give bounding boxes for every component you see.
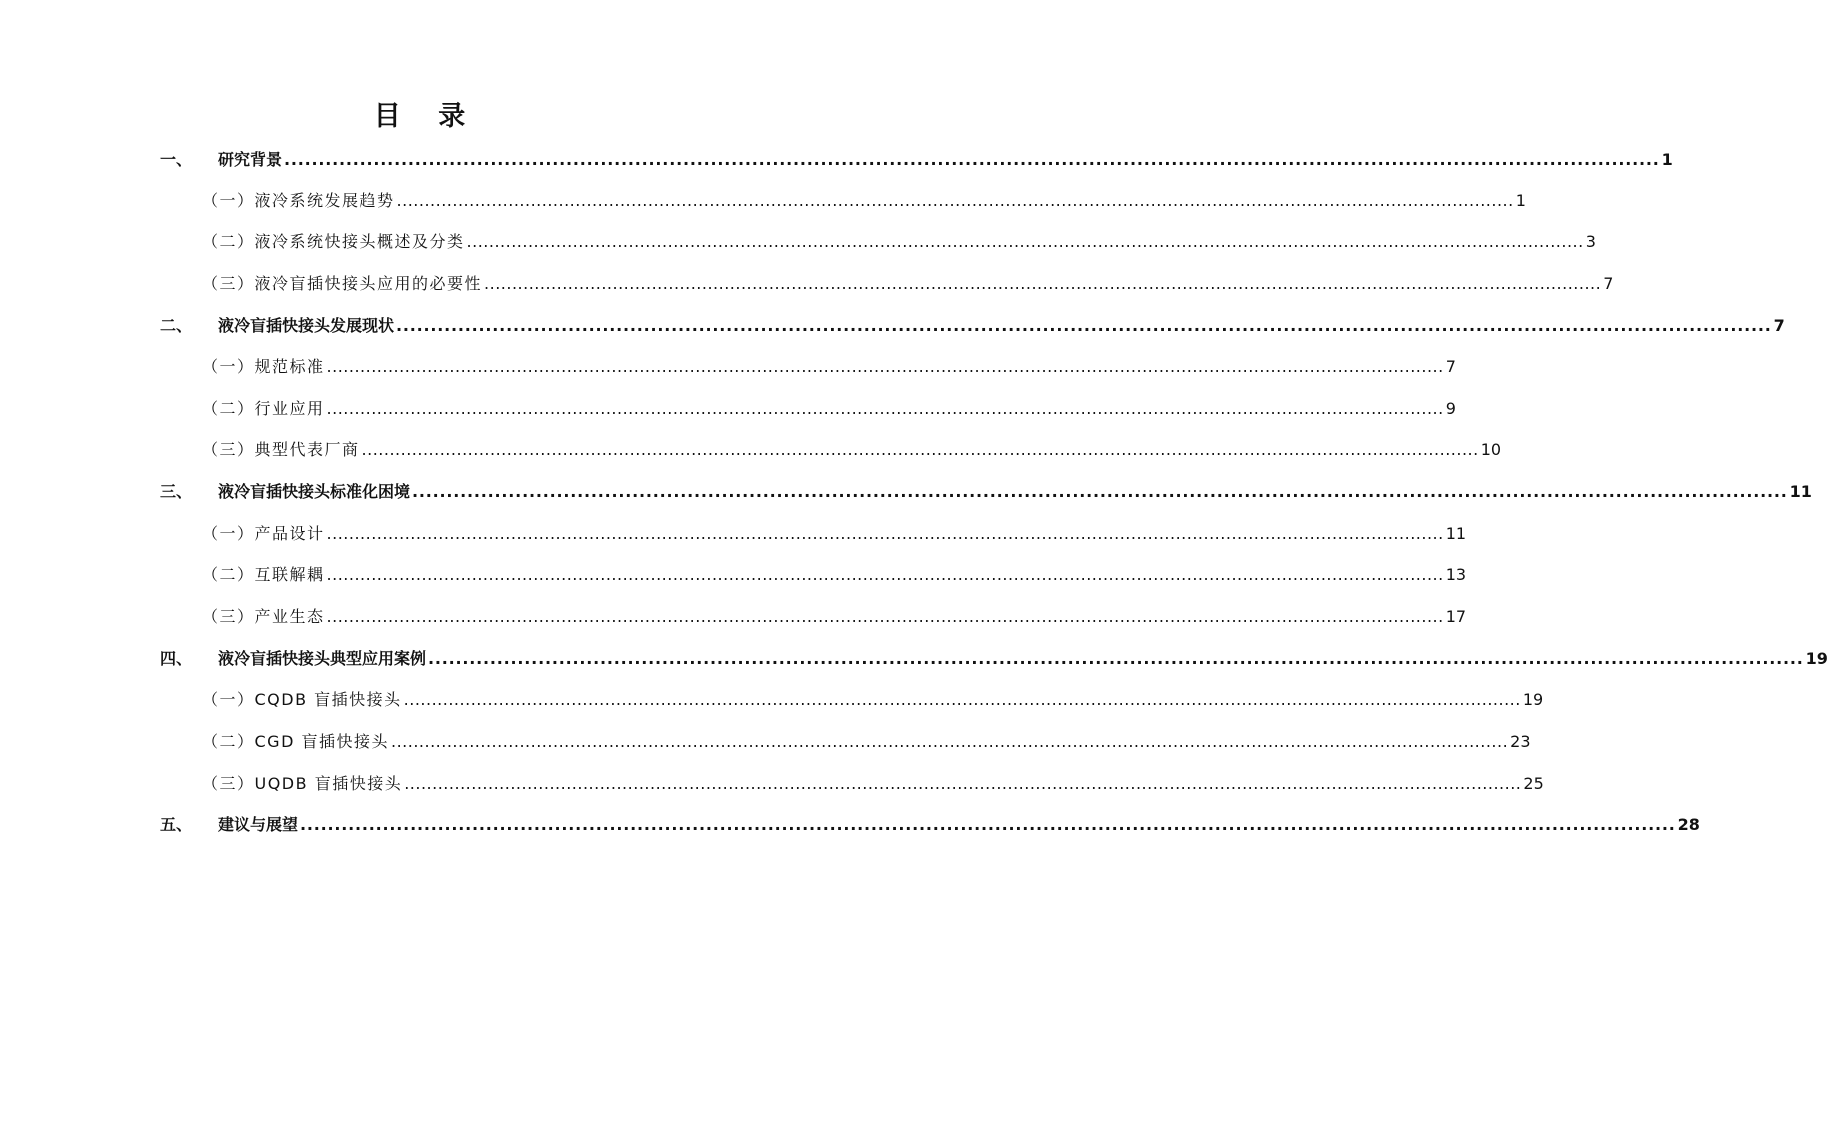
page-number: 17 <box>1445 607 1467 626</box>
entry-title: （一）液冷系统发展趋势 <box>202 191 395 210</box>
toc-entry-4-3[interactable] <box>202 771 1544 797</box>
page-number: 19 <box>1522 690 1544 709</box>
entry-title: （一）规范标准 <box>202 357 325 376</box>
leader-dots: ........................................................................................................................................................................................................ <box>326 399 1444 418</box>
leader-dots: ........................................................................................................................................................................................................ <box>326 565 1444 584</box>
leader-dots: ........................................................................................................................................................................................................ <box>326 524 1444 543</box>
page-number: 13 <box>1445 565 1467 584</box>
section-number: 一、 <box>160 150 193 169</box>
toc-entry-3-2[interactable] <box>202 562 1467 588</box>
page-number: 10 <box>1480 440 1502 459</box>
page-number: 25 <box>1523 774 1544 793</box>
entry-title: （二）互联解耦 <box>202 565 325 584</box>
page-number: 23 <box>1510 732 1531 751</box>
entry-title: 液冷盲插快接头发展现状 <box>218 316 395 335</box>
page-number: 3 <box>1585 232 1596 251</box>
entry-title: （二）液冷系统快接头概述及分类 <box>202 232 465 251</box>
toc-entry-1-2[interactable] <box>202 229 1596 255</box>
page-number: 28 <box>1677 815 1700 834</box>
toc-entry-2-3[interactable] <box>202 437 1502 463</box>
toc-entry-4-2[interactable] <box>202 729 1531 755</box>
page-number: 1 <box>1661 150 1673 169</box>
page-number: 7 <box>1773 316 1785 335</box>
toc-entry-3-3[interactable] <box>202 604 1467 630</box>
leader-dots: ........................................................................................................................................................................................................ <box>300 815 1676 834</box>
page-number: 11 <box>1789 482 1812 501</box>
entry-title: 建议与展望 <box>218 815 299 834</box>
page-title: 目 录 <box>373 101 480 132</box>
leader-dots: ........................................................................................................................................................................................................ <box>284 150 1660 169</box>
leader-dots: ........................................................................................................................................................................................................ <box>428 649 1804 668</box>
page-number: 19 <box>1805 649 1828 668</box>
leader-dots: ........................................................................................................................................................................................................ <box>361 440 1479 459</box>
toc-entry-3-1[interactable] <box>202 521 1467 547</box>
entry-title: （三）UQDB 盲插快接头 <box>202 774 403 793</box>
toc-entry-2-2[interactable] <box>202 396 1456 422</box>
page-number: 9 <box>1445 399 1456 418</box>
leader-dots: ........................................................................................................................................................................................................ <box>484 274 1602 293</box>
leader-dots: ........................................................................................................................................................................................................ <box>396 191 1514 210</box>
leader-dots: ........................................................................................................................................................................................................ <box>403 690 1521 709</box>
page-number: 7 <box>1445 357 1456 376</box>
toc-entry-application-cases[interactable] <box>160 646 1828 672</box>
entry-title: （一）CQDB 盲插快接头 <box>202 690 402 709</box>
leader-dots: ........................................................................................................................................................................................................ <box>396 316 1772 335</box>
entry-title: （二）行业应用 <box>202 399 325 418</box>
toc-entry-standardization-dilemma[interactable] <box>160 479 1812 505</box>
page-number: 1 <box>1515 191 1526 210</box>
toc-entry-4-1[interactable] <box>202 687 1544 713</box>
leader-dots: ........................................................................................................................................................................................................ <box>404 774 1522 793</box>
leader-dots: ........................................................................................................................................................................................................ <box>466 232 1584 251</box>
section-number: 二、 <box>160 316 193 335</box>
section-number: 五、 <box>160 815 193 834</box>
section-number: 四、 <box>160 649 193 668</box>
leader-dots: ........................................................................................................................................................................................................ <box>326 607 1444 626</box>
toc-entry-development-status[interactable] <box>160 313 1785 339</box>
entry-title: （二）CGD 盲插快接头 <box>202 732 389 751</box>
entry-title: 液冷盲插快接头标准化困境 <box>218 482 411 501</box>
leader-dots: ........................................................................................................................................................................................................ <box>326 357 1444 376</box>
entry-title: （一）产品设计 <box>202 524 325 543</box>
leader-dots: ........................................................................................................................................................................................................ <box>390 732 1509 751</box>
toc-entry-2-1[interactable] <box>202 354 1456 380</box>
entry-title: （三）典型代表厂商 <box>202 440 360 459</box>
toc-entry-1-3[interactable] <box>202 271 1614 297</box>
leader-dots: ........................................................................................................................................................................................................ <box>412 482 1788 501</box>
entry-title: （三）产业生态 <box>202 607 325 626</box>
entry-title: 研究背景 <box>218 150 283 169</box>
toc-entry-research-background[interactable] <box>160 147 1673 173</box>
page-number: 7 <box>1603 274 1614 293</box>
page-number: 11 <box>1445 524 1467 543</box>
entry-title: （三）液冷盲插快接头应用的必要性 <box>202 274 483 293</box>
toc-entry-recommendations[interactable] <box>160 812 1700 838</box>
section-number: 三、 <box>160 482 193 501</box>
toc-entry-1-1[interactable] <box>202 188 1526 214</box>
entry-title: 液冷盲插快接头典型应用案例 <box>218 649 427 668</box>
